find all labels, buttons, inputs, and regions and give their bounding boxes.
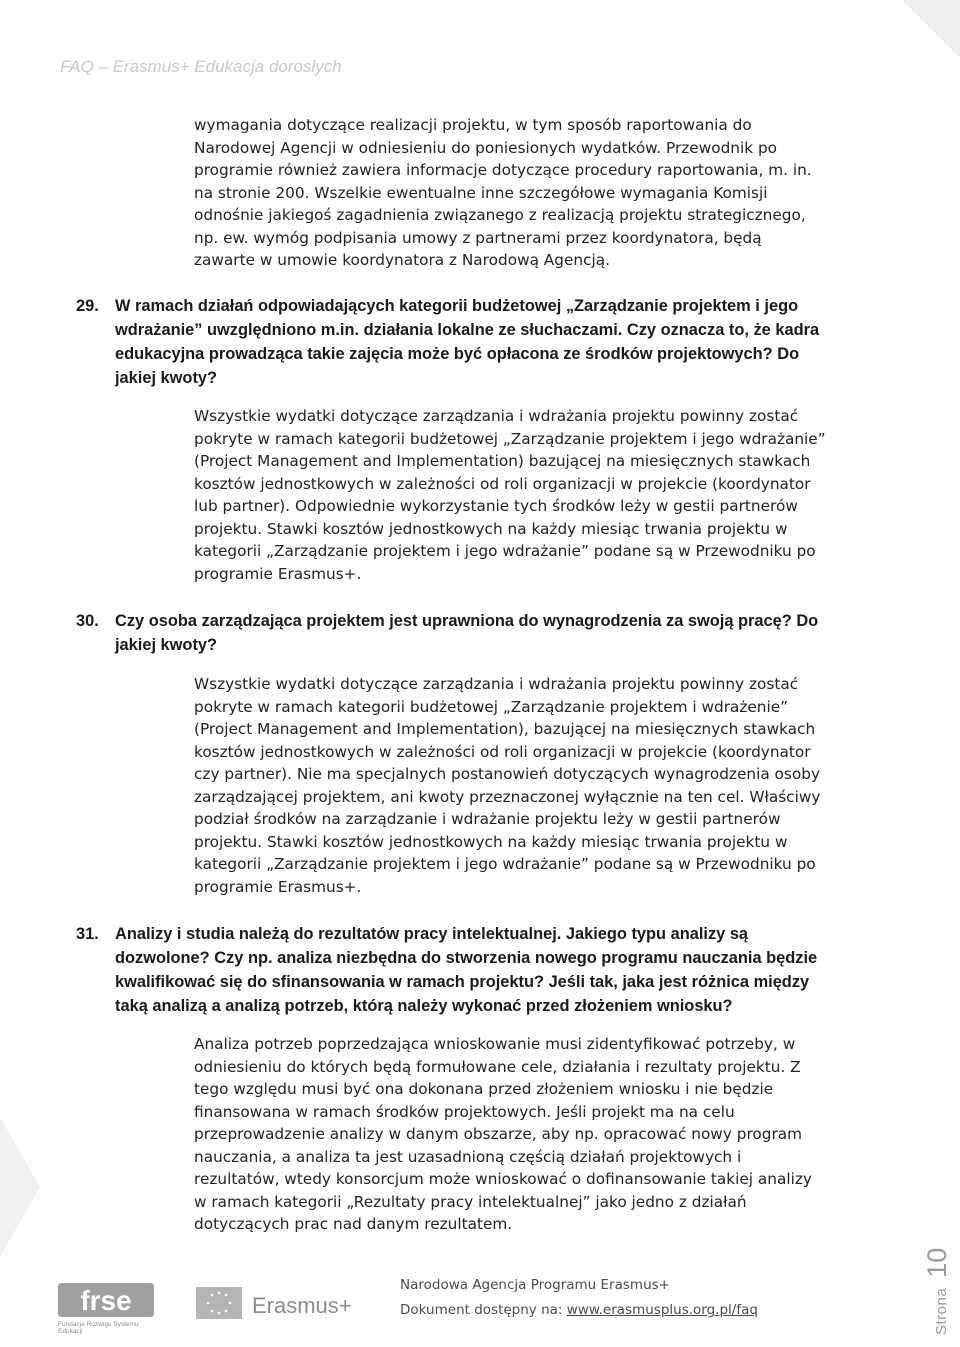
text-line: dotyczących prac nad danym rezultatem. (194, 1215, 513, 1233)
text-line: programie również zawiera informacje dotyczące procedury raportowania, m. in. (194, 161, 812, 179)
question-line: taką analizą a analizą potrzeb, którą należy wykonać przed złożeniem wniosku? (115, 997, 733, 1015)
page-corner-decoration (902, 0, 960, 58)
question-line: wdrażanie” uwzględniono m.in. działania lokalne ze słuchaczami. Czy oznacza to, że kadra (115, 321, 820, 339)
page-number-label (922, 1248, 953, 1335)
question-line: jakiej kwoty? (115, 636, 218, 654)
text-line: pokryte w ramach kategorii budżetowej „Zarządzanie projektem i wdrażenie” (194, 697, 789, 716)
text-line: finansowana w ramach środków projektowych. Jeśli projekt ma na celu (194, 1102, 735, 1121)
text-line: programie Erasmus+. (194, 564, 362, 583)
text-line: kategorii „Zarządzanie projektem i jego wdrażanie” podane są w Przewodniku po (194, 855, 816, 873)
footer-agency: Narodowa Agencja Programu Erasmus+ (400, 1277, 670, 1293)
text-line: odnośnie jakiegoś zagadnienia związanego z realizacją projektu strategicznego, (194, 206, 806, 224)
text-line: na stronie 200. Wszelkie ewentualne inne szczegółowe wymagania Komisji (194, 183, 768, 202)
text-line: kosztów jednostkowych w zależności od roli organizacji w projekcie (koordynator (194, 474, 811, 493)
text-line: Analiza potrzeb poprzedzająca wnioskowanie musi zidentyfikować potrzeby, w (194, 1035, 796, 1053)
question-line: dozwolone? Czy np. analiza niezbędna do stworzenia nowego programu nauczania będzie (115, 949, 818, 967)
question-line: Analizy i studia należą do rezultatów pracy intelektualnej. Jakiego typu analizy są (115, 925, 749, 943)
text-line: pokryte w ramach kategorii budżetowej „Zarządzanie projektem i jego wdrażanie” (194, 429, 826, 448)
text-line: rezultatów, wtedy konsorcjum może wnioskować o dofinansowanie takiej analizy (194, 1170, 812, 1188)
question-number: 29. (76, 297, 99, 315)
question-number: 30. (76, 612, 99, 630)
faq-link[interactable]: www.erasmusplus.org.pl/faq (566, 1302, 758, 1318)
page-header: FAQ – Erasmus+ Edukacja dorosłych (60, 57, 342, 76)
text-line: zawarte w umowie koordynatora z Narodową Agencją. (194, 251, 610, 269)
text-line: kategorii „Zarządzanie projektem i jego wdrażanie” podane są w Przewodniku po (194, 542, 816, 560)
text-line: zarządzającej projektem, ani kwoty przeznaczonej wyłącznie na ten cel. Właściwy (194, 787, 821, 806)
text-line: kosztów jednostkowych w zależności od roli organizacji w projekcie (koordynator (194, 742, 811, 761)
text-line: nauczania, a analiza ta jest uzasadnioną częścią działań projektowych i (194, 1147, 742, 1166)
question-30 (76, 609, 876, 657)
question-line: Czy osoba zarządzająca projektem jest uprawniona do wynagrodzenia za swoją pracę? Do (115, 612, 819, 630)
page-word: Strona (933, 1287, 950, 1335)
text-line: odniesieniu do których będą formułowane cele, działania i rezultaty projektu. Z (194, 1057, 801, 1076)
text-line: w ramach kategorii „Rezultaty pracy intelektualnej” jako jedno z działań (194, 1192, 747, 1211)
text-line: np. ew. wymóg podpisania umowy z partnerami przez koordynatora, będą (194, 228, 762, 247)
text-line: lub partner). Odpowiednie wykorzystanie tych środków leży w gestii partnerów (194, 497, 798, 515)
text-line: przeprowadzenie analizy w danym obszarze, aby np. opracować nowy program (194, 1125, 803, 1143)
answer-29 (194, 405, 874, 585)
question-number: 31. (76, 925, 99, 943)
text-line: projektu. Stawki kosztów jednostkowych na każdy miesiąc trwania projektu w (194, 832, 788, 851)
text-line: tego względu musi być ona dokonana przed złożeniem wniosku i nie będzie (194, 1080, 774, 1098)
frse-logo-text: frse (80, 1285, 132, 1316)
question-line: kwalifikować się do sfinansowania w ramach projektu? Jeśli tak, jaka jest różnica między (115, 973, 810, 991)
intro-paragraph (194, 114, 874, 272)
text-line: Narodowej Agencji w odniesieniu do poniesionych wydatków. Przewodnik po (194, 138, 778, 157)
question-line: edukacyjna prowadząca takie zajęcia może być opłacona ze środków projektowych? Do (115, 345, 800, 363)
question-31 (76, 922, 876, 1018)
question-line: W ramach działań odpowiadających kategorii budżetowej „Zarządzanie projektem i jego (115, 297, 799, 315)
answer-31 (194, 1033, 874, 1236)
text-line: (Project Management and Implementation), bazującej na miesięcznych stawkach (194, 720, 816, 738)
footer-doc-prefix: Dokument dostępny na: (400, 1302, 567, 1318)
page-number: 10 (922, 1247, 952, 1278)
answer-30 (194, 673, 874, 898)
page-side-decoration (0, 1117, 40, 1257)
text-line: Wszystkie wydatki dotyczące zarządzania i wdrażania projektu powinny zostać (194, 407, 799, 425)
frse-logo-subtitle: Fundacja Rozwoju Systemu Edukacji (58, 1321, 139, 1335)
text-line: czy partner). Nie ma specjalnych postanowień dotyczących wynagrodzenia osoby (194, 765, 820, 783)
question-29 (76, 294, 876, 390)
text-line: programie Erasmus+. (194, 877, 362, 896)
footer-document-line (400, 1302, 758, 1318)
text-line: podział środków na zarządzanie i wdrażanie projektu leży w gestii partnerów (194, 810, 781, 828)
text-line: wymagania dotyczące realizacji projektu, w tym sposób raportowania do (194, 116, 752, 134)
question-line: jakiej kwoty? (115, 369, 218, 387)
text-line: Wszystkie wydatki dotyczące zarządzania i wdrażania projektu powinny zostać (194, 675, 799, 693)
text-line: projektu. Stawki kosztów jednostkowych na każdy miesiąc trwania projektu w (194, 519, 788, 538)
text-line: (Project Management and Implementation) bazującej na miesięcznych stawkach (194, 452, 811, 470)
erasmus-logo-text: Erasmus+ (252, 1293, 352, 1318)
